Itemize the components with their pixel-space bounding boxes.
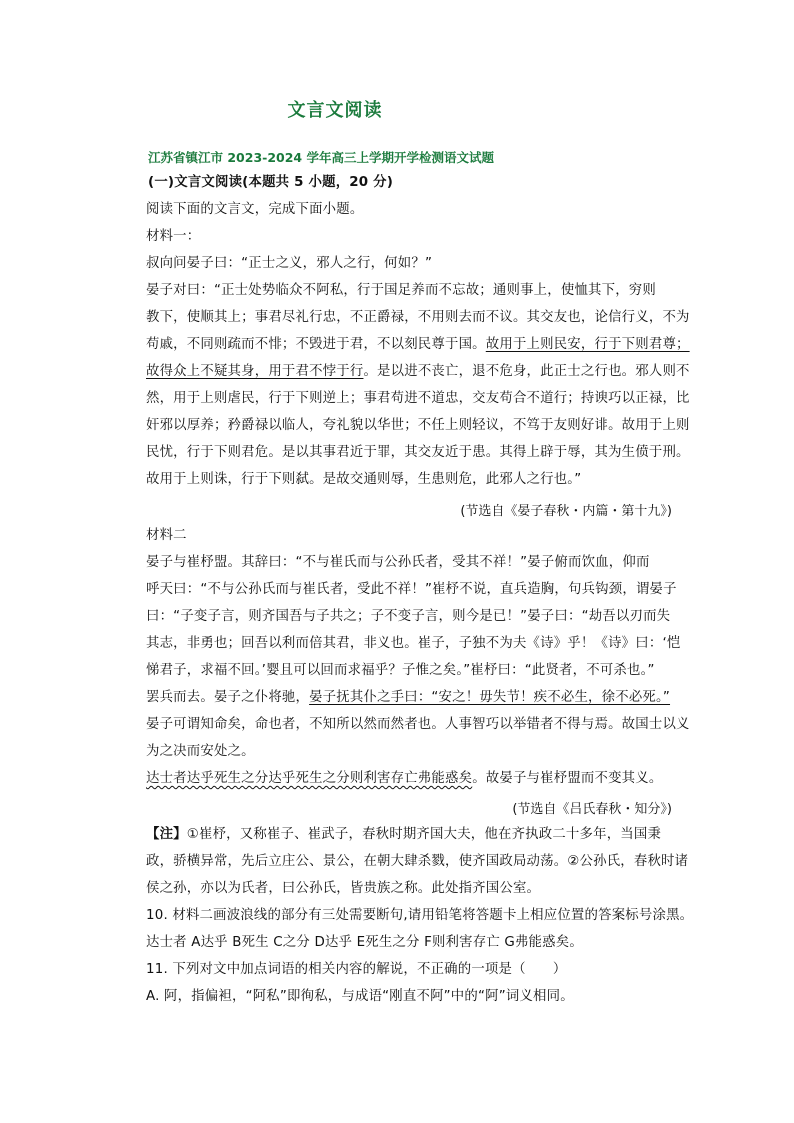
m1-line-5 (146, 363, 690, 381)
m2-line-2: 呼天曰：“不与公孙氏而与崔氏者，受此不祥！”崔杼不说，直兵造胸，句兵钩颈，谓晏子 (146, 582, 677, 597)
exam-source: 江苏省镇江市 2023-2024 学年高三上学期开学检测语文试题 (148, 150, 494, 165)
note-line-3: 侯之孙，亦以为氏者，曰公孙氏，皆贵族之称。此处指齐国公室。 (146, 881, 541, 896)
m1-line-1: 叔向问晏子曰：“正士之义，邪人之行，何如？” (146, 256, 433, 271)
m1-line-7: 奸邪以厚养；矜爵禄以临人，夸礼貌以华世；不任上则轻议，不笃于友则好诽。故用于上则 (146, 418, 690, 433)
m1-line-3: 教下，使顺其上；事君尽礼行忠，不正爵禄，不用则去而不议。其交友也，论信行义，不为 (146, 310, 690, 325)
m2-underlined-sentence: 晏子抚其仆之手曰：“安之！毋失节！疾不必生，徐不必死。” (309, 690, 671, 705)
note-label: 【注】 (146, 827, 187, 842)
m2-line-3: 曰：“子变子言，则齐国吾与子共之；子不变子言，则今是已！”晏子曰：“劫吾以刃而失 (146, 609, 671, 624)
instruction: 阅读下面的文言文，完成下面小题。 (146, 202, 364, 217)
m2-line-7: 晏子可谓知命矣，命也者，不知所以然而然者也。人事智巧以举错者不得与焉。故国士以义 (146, 717, 690, 732)
m1-line-4-text: 苟戚，不同则疏而不悱；不毁进于君，不以刻民尊于国。 (146, 337, 486, 352)
m1-line-4 (146, 336, 690, 354)
m2-line-5: 悌君子，求福不回。’婴且可以回而求福乎？子惟之矣。”崔杼曰：“此贤者，不可杀也。” (146, 663, 655, 678)
question-11: 11. 下列对文中加点词语的相关内容的解说，不正确的一项是（ ） (146, 962, 567, 977)
m2-line-9-text: 。故晏子与崔杼盟而不变其义。 (472, 771, 663, 786)
m1-underlined-sentence-2: 故得众上不疑其身，用于君不悖于行 (146, 364, 364, 379)
m2-line-1: 晏子与崔杼盟。其辞曰：“不与崔氏而与公孙氏者，受其不祥！”晏子俯而饮血，仰而 (146, 555, 650, 570)
note-line-2: 政，骄横异常，先后立庄公、景公，在朝大肆杀戮，使齐国政局动荡。②公孙氏，春秋时诸 (146, 854, 689, 869)
m1-line-6: 然，用于上则虐民，行于下则逆上；事君苟进不道忠，交友苟合不道行；持谀巧以正禄，比 (146, 391, 690, 406)
question-10-options: 达士者 A达乎 B死生 C之分 D达乎 E死生之分 F则利害存亡 G弗能惑矣。 (146, 935, 583, 950)
m2-citation: (节选自《吕氏春秋・知分》) (512, 802, 672, 817)
m2-line-6 (146, 689, 670, 707)
material2-label: 材料二 (146, 528, 187, 543)
m1-line-9: 故用于上则诛，行于下则弑。是故交通则辱，生患则危，此邪人之行也。” (146, 472, 582, 487)
m2-wavy-underlined-sentence: 达士者达乎死生之分达乎死生之分则利害存亡弗能惑矣 (146, 771, 473, 786)
material1-label: 材料一： (146, 229, 201, 244)
m1-line-2: 晏子对曰：“正士处势临众不阿私，行于国足养而不忘故；通则事上，使恤其下，穷则 (146, 283, 656, 298)
m2-line-4: 其志，非勇也；回吾以利而倍其君，非义也。崔子，子独不为夫《诗》乎！《诗》曰：‘恺 (146, 636, 681, 651)
question-10: 10. 材料二画波浪线的部分有三处需要断句,请用铅笔将答题卡上相应位置的答案标号涂黑。 (146, 908, 694, 923)
m2-line-9 (146, 770, 662, 788)
m1-citation: (节选自《晏子春秋・内篇・第十九》) (460, 504, 672, 519)
m2-line-8: 为之决而安处之。 (146, 744, 255, 759)
section-heading: (一)文言文阅读(本题共 5 小题，20 分) (148, 175, 394, 190)
question-11-option-a: A. 阿，指偏袒，“阿私”即徇私，与成语“刚直不阿”中的“阿”词义相同。 (146, 989, 574, 1004)
m1-underlined-sentence-1: 故用于上则民安，行于下则君尊； (485, 337, 690, 352)
m2-line-6-text: 罢兵而去。晏子之仆将驰， (146, 690, 310, 705)
page-title: 文言文阅读 (287, 100, 383, 121)
note-text-1: ①崔杼，又称崔子、崔武子，春秋时期齐国大夫，他在齐执政二十多年，当国秉 (186, 827, 662, 842)
m1-line-5-text: 。是以进不丧亡，退不危身，此正士之行也。邪人则不 (363, 364, 690, 379)
note-line-1 (146, 826, 661, 844)
m1-line-8: 民忧，行于下则君危。是以其事君近于罪，其交友近于患。其得上辟于辱，其为生偾于刑。 (146, 445, 690, 460)
